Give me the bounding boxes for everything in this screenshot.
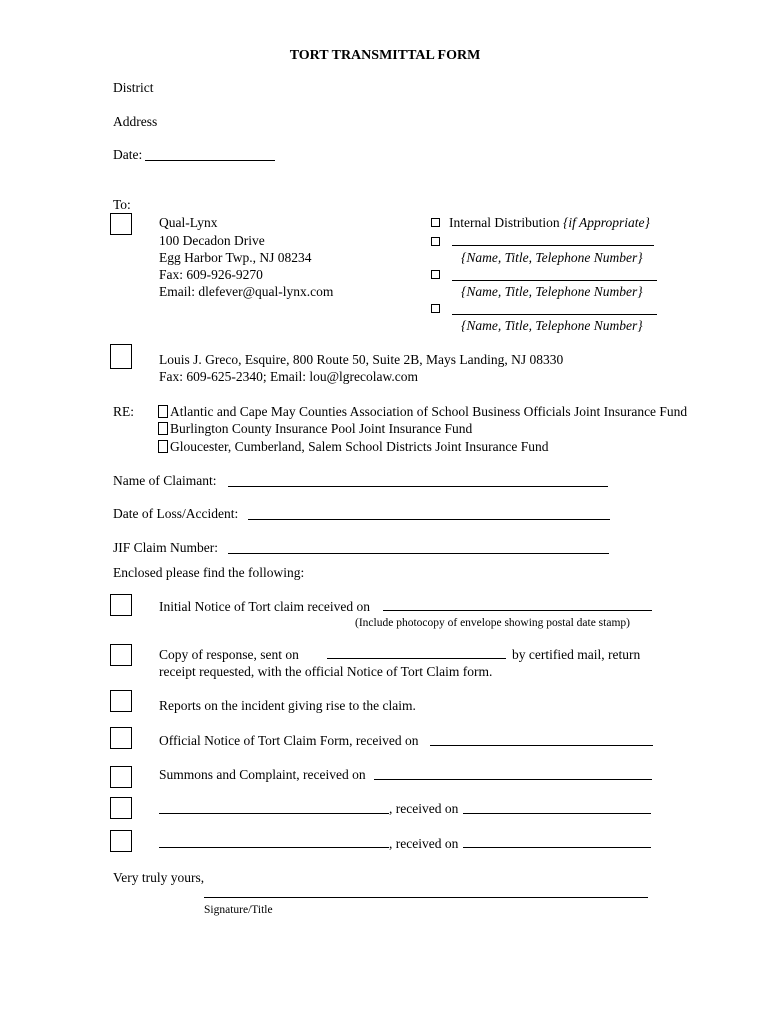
- copy-response-label: Copy of response, sent on: [159, 647, 299, 662]
- qual-lynx-street: 100 Decadon Drive: [159, 233, 265, 248]
- claimant-field[interactable]: [228, 486, 608, 487]
- signature-label: Signature/Title: [204, 904, 273, 916]
- initial-notice-label: Initial Notice of Tort claim received on: [159, 599, 370, 614]
- recipient-1-field[interactable]: [452, 245, 654, 246]
- copy-response-receipt: receipt requested, with the official Notice of Tort Claim form.: [159, 664, 493, 679]
- form-title: TORT TRANSMITTAL FORM: [289, 48, 481, 63]
- summons-date-field[interactable]: [374, 779, 652, 780]
- recipient-3-field[interactable]: [452, 314, 657, 315]
- re-option-gloucester[interactable]: Gloucester, Cumberland, Salem School Districts Joint Insurance Fund: [158, 439, 549, 455]
- official-notice-date-field[interactable]: [430, 745, 653, 746]
- reports-checkbox[interactable]: [110, 690, 132, 712]
- re-burlington-checkbox[interactable]: [158, 422, 168, 435]
- date-label: Date:: [113, 147, 143, 162]
- copy-response-method: by certified mail, return: [512, 647, 641, 662]
- recipient-2-checkbox[interactable]: [431, 270, 440, 279]
- internal-distribution-label: Internal Distribution {if Appropriate}: [449, 215, 650, 230]
- re-option-burlington[interactable]: Burlington County Insurance Pool Joint Insurance Fund: [158, 421, 472, 437]
- signature-field[interactable]: [204, 897, 648, 898]
- claim-number-field[interactable]: [228, 553, 609, 554]
- other-item-2-received-label: , received on: [389, 836, 459, 851]
- district-label: District: [113, 80, 154, 95]
- date-of-loss-label: Date of Loss/Accident:: [113, 506, 239, 521]
- other-item-2-date-field[interactable]: [463, 847, 651, 848]
- initial-notice-note: (Include photocopy of envelope showing postal date stamp): [355, 617, 630, 629]
- recipient-2-field[interactable]: [452, 280, 657, 281]
- greco-checkbox[interactable]: [110, 344, 132, 369]
- other-item-1-date-field[interactable]: [463, 813, 651, 814]
- date-of-loss-field[interactable]: [248, 519, 610, 520]
- to-label: To:: [113, 197, 131, 212]
- recipient-3-checkbox[interactable]: [431, 304, 440, 313]
- re-gloucester-checkbox[interactable]: [158, 440, 168, 453]
- other-item-2-description-field[interactable]: [159, 847, 389, 848]
- claimant-label: Name of Claimant:: [113, 473, 217, 488]
- initial-notice-date-field[interactable]: [383, 610, 652, 611]
- qual-lynx-city: Egg Harbor Twp., NJ 08234: [159, 250, 312, 265]
- official-notice-checkbox[interactable]: [110, 727, 132, 749]
- recipient-1-checkbox[interactable]: [431, 237, 440, 246]
- re-atlantic-checkbox[interactable]: [158, 405, 168, 418]
- recipient-1-placeholder: {Name, Title, Telephone Number}: [461, 250, 643, 265]
- re-label: RE:: [113, 404, 135, 419]
- other-item-1-checkbox[interactable]: [110, 797, 132, 819]
- official-notice-label: Official Notice of Tort Claim Form, received on: [159, 733, 419, 748]
- copy-response-checkbox[interactable]: [110, 644, 132, 666]
- qual-lynx-checkbox[interactable]: [110, 213, 132, 235]
- address-label: Address: [113, 114, 158, 129]
- copy-response-date-field[interactable]: [327, 658, 506, 659]
- claim-number-label: JIF Claim Number:: [113, 540, 218, 555]
- summons-checkbox[interactable]: [110, 766, 132, 788]
- other-item-1-received-label: , received on: [389, 801, 459, 816]
- closing-text: Very truly yours,: [113, 870, 205, 885]
- recipient-3-placeholder: {Name, Title, Telephone Number}: [461, 318, 643, 333]
- summons-label: Summons and Complaint, received on: [159, 767, 366, 782]
- enclosed-label: Enclosed please find the following:: [113, 565, 305, 580]
- qual-lynx-fax: Fax: 609-926-9270: [159, 267, 263, 282]
- greco-contact: Fax: 609-625-2340; Email: lou@lgrecolaw.com: [159, 369, 419, 384]
- internal-distribution-checkbox[interactable]: [431, 218, 440, 227]
- qual-lynx-name: Qual-Lynx: [159, 215, 218, 230]
- date-field[interactable]: [145, 160, 275, 161]
- other-item-2-checkbox[interactable]: [110, 830, 132, 852]
- re-option-atlantic[interactable]: Atlantic and Cape May Counties Association of School Business Officials Joint Insurance Fund: [158, 404, 687, 420]
- greco-address: Louis J. Greco, Esquire, 800 Route 50, Suite 2B, Mays Landing, NJ 08330: [159, 352, 564, 367]
- recipient-2-placeholder: {Name, Title, Telephone Number}: [461, 284, 643, 299]
- reports-label: Reports on the incident giving rise to the claim.: [159, 698, 416, 713]
- qual-lynx-email: Email: dlefever@qual-lynx.com: [159, 284, 334, 299]
- other-item-1-description-field[interactable]: [159, 813, 389, 814]
- initial-notice-checkbox[interactable]: [110, 594, 132, 616]
